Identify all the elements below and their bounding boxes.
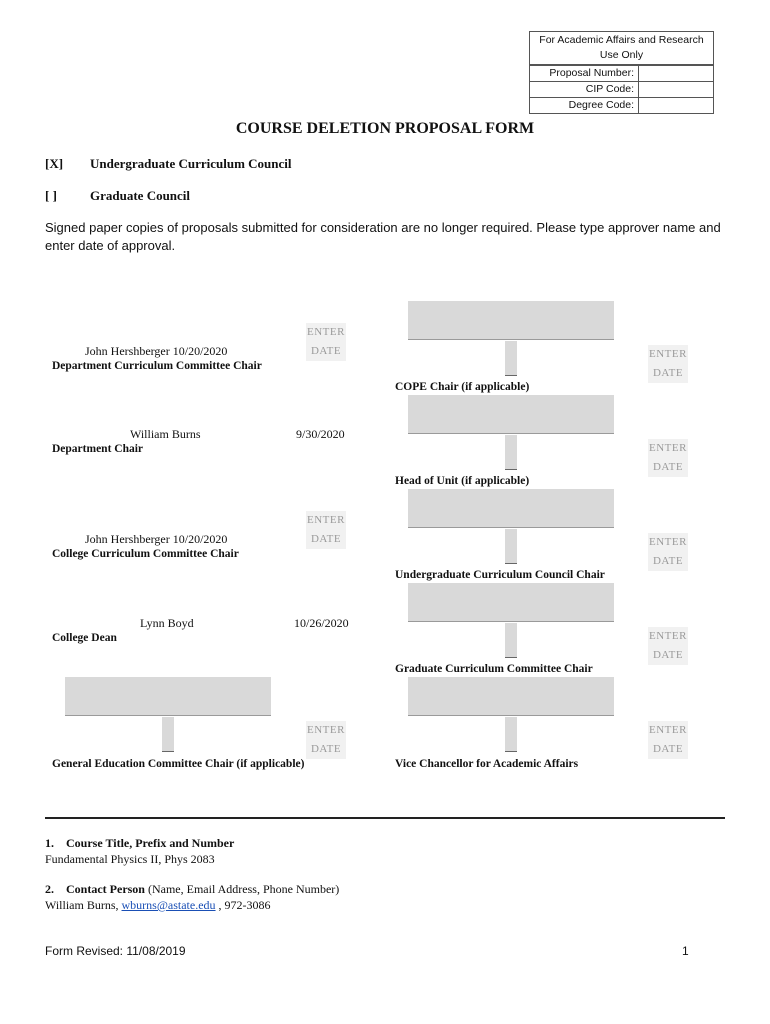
- section-divider: [45, 817, 725, 819]
- proposal-number-value[interactable]: [639, 66, 713, 81]
- approval-date[interactable]: 10/26/2020: [294, 616, 349, 630]
- signature-field[interactable]: [408, 489, 614, 528]
- section-2-title: Contact Person: [66, 882, 145, 896]
- signature-field[interactable]: [408, 301, 614, 340]
- section-2-subtitle: (Name, Email Address, Phone Number): [147, 882, 340, 896]
- approver-name[interactable]: John Hershberger 10/20/2020: [85, 344, 228, 358]
- cip-code-label: CIP Code:: [530, 82, 639, 97]
- contact-name: William Burns,: [45, 898, 119, 912]
- signature-field-stub[interactable]: [505, 529, 517, 564]
- cip-code-row: [530, 81, 713, 97]
- date-field[interactable]: ENTER DATE: [648, 345, 688, 383]
- degree-code-value[interactable]: [639, 98, 713, 113]
- contact-phone: , 972-3086: [218, 898, 271, 912]
- course-title-value[interactable]: Fundamental Physics II, Phys 2083: [45, 852, 215, 866]
- approver-role: College Curriculum Committee Chair: [52, 548, 239, 560]
- admin-use-box: [529, 31, 714, 114]
- signature-field-stub[interactable]: [162, 717, 174, 752]
- approver-name[interactable]: John Hershberger 10/20/2020: [85, 532, 228, 546]
- form-revised-date: Form Revised: 11/08/2019: [45, 944, 186, 958]
- approver-name[interactable]: Lynn Boyd: [140, 616, 194, 630]
- contact-person-value[interactable]: [45, 898, 271, 913]
- page-number: 1: [682, 944, 689, 958]
- submission-note: Signed paper copies of proposals submitted for consideration are no longer required. Please type approver name and enter date of approval.: [45, 220, 721, 253]
- section-2-number: 2.: [45, 882, 54, 896]
- date-field[interactable]: ENTER DATE: [306, 721, 346, 759]
- approver-role: Graduate Curriculum Committee Chair: [395, 663, 593, 675]
- proposal-number-row: [530, 65, 713, 81]
- section-1-heading: [45, 836, 234, 851]
- approver-role: Vice Chancellor for Academic Affairs: [395, 758, 579, 770]
- degree-code-label: Degree Code:: [530, 98, 639, 113]
- date-field[interactable]: ENTER DATE: [306, 511, 346, 549]
- signature-field-stub[interactable]: [505, 623, 517, 658]
- approver-role: General Education Committee Chair (if applicable): [52, 758, 305, 770]
- section-1-title: Course Title, Prefix and Number: [66, 836, 235, 850]
- date-field[interactable]: ENTER DATE: [648, 721, 688, 759]
- section-1-number: 1.: [45, 836, 54, 850]
- approver-role: Department Curriculum Committee Chair: [52, 360, 262, 372]
- signature-field-stub[interactable]: [505, 717, 517, 752]
- signature-field-stub[interactable]: [505, 435, 517, 470]
- form-title: COURSE DELETION PROPOSAL FORM: [235, 120, 535, 137]
- approval-date[interactable]: 9/30/2020: [296, 427, 345, 441]
- approver-role: COPE Chair (if applicable): [395, 381, 530, 393]
- ucc-checkbox[interactable]: [X]: [45, 156, 64, 171]
- approver-role: College Dean: [52, 632, 117, 644]
- gc-checkbox[interactable]: [ ]: [45, 188, 57, 203]
- gc-checkbox-label: Graduate Council: [90, 188, 191, 203]
- admin-box-header: For Academic Affairs and Research Use Only: [530, 32, 713, 65]
- date-field[interactable]: ENTER DATE: [648, 627, 688, 665]
- approver-role: Department Chair: [52, 443, 144, 455]
- signature-field[interactable]: [408, 583, 614, 622]
- approver-name[interactable]: William Burns: [130, 427, 201, 441]
- cip-code-value[interactable]: [639, 82, 713, 97]
- date-field[interactable]: ENTER DATE: [648, 533, 688, 571]
- ucc-checkbox-label: Undergraduate Curriculum Council: [90, 156, 292, 171]
- date-field[interactable]: ENTER DATE: [306, 323, 346, 361]
- signature-field[interactable]: [65, 677, 271, 716]
- contact-email-link[interactable]: wburns@astate.edu: [121, 898, 216, 912]
- approver-role: Head of Unit (if applicable): [395, 475, 530, 487]
- date-field[interactable]: ENTER DATE: [648, 439, 688, 477]
- proposal-number-label: Proposal Number:: [530, 66, 639, 81]
- degree-code-row: [530, 97, 713, 113]
- signature-field[interactable]: [408, 395, 614, 434]
- signature-field-stub[interactable]: [505, 341, 517, 376]
- section-2-heading: [45, 882, 339, 897]
- signature-field[interactable]: [408, 677, 614, 716]
- approver-role: Undergraduate Curriculum Council Chair: [395, 569, 605, 581]
